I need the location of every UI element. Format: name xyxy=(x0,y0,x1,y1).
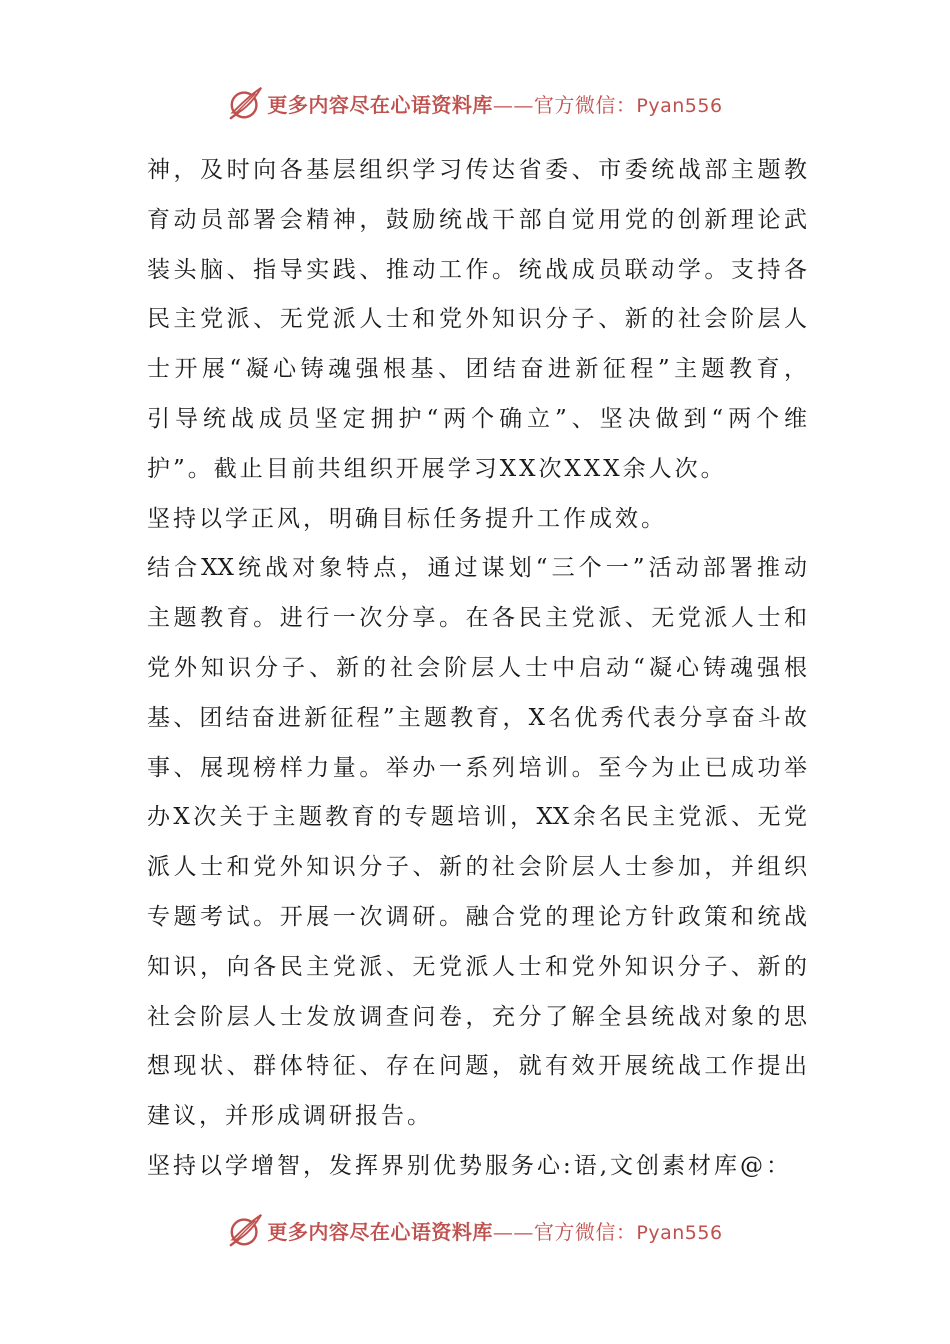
body-line: 士开展“凝心铸魂强根基、团结奋进新征程”主题教育， xyxy=(147,356,807,383)
footer-banner-text xyxy=(267,1216,722,1245)
body-line: 党外知识分子、新的社会阶层人士中启动“凝心铸魂强根 xyxy=(147,654,807,681)
header-wechat-handle: Pyan556 xyxy=(636,94,723,117)
footer-banner xyxy=(0,1210,950,1250)
header-banner-text xyxy=(267,89,722,118)
body-line: 育动员部署会精神，鼓励统战干部自觉用党的创新理论武 xyxy=(147,206,807,233)
header-brand: 更多内容尽在心语资料库 xyxy=(267,92,493,117)
body-line: 引导统战成员坚定拥护“两个确立”、坚决做到“两个维 xyxy=(147,405,807,432)
body-line: 基、团结奋进新征程”主题教育，X名优秀代表分享奋斗故 xyxy=(147,704,807,731)
body-line: 派人士和党外知识分子、新的社会阶层人士参加，并组织 xyxy=(147,854,807,881)
footer-wechat-label: 官方微信： xyxy=(533,1219,637,1244)
footer-brand: 更多内容尽在心语资料库 xyxy=(267,1219,493,1244)
header-separator: —— xyxy=(492,92,534,117)
body-line: 事、展现榜样力量。举办一系列培训。至今为止已成功举 xyxy=(147,754,807,781)
body-line: 知识，向各民主党派、无党派人士和党外知识分子、新的 xyxy=(147,953,807,980)
document-body xyxy=(147,146,807,1192)
body-line: 结合XX统战对象特点，通过谋划“三个一”活动部署推动 xyxy=(147,555,807,582)
header-wechat-label: 官方微信： xyxy=(533,92,637,117)
body-line: 建议，并形成调研报告。 xyxy=(147,1103,433,1130)
body-line: 神，及时向各基层组织学习传达省委、市委统战部主题教 xyxy=(147,157,807,183)
body-line: 民主党派、无党派人士和党外知识分子、新的社会阶层人 xyxy=(147,306,807,333)
footer-wechat-handle: Pyan556 xyxy=(636,1221,723,1244)
section-heading: 坚持以学增智，发挥界别优势服务心:语,文创素材库@： xyxy=(147,1152,793,1179)
body-line: 主题教育。进行一次分享。在各民主党派、无党派人士和 xyxy=(147,605,807,632)
body-line: 专题考试。开展一次调研。融合党的理论方针政策和统战 xyxy=(147,903,807,930)
quill-pen-logo-icon xyxy=(227,84,265,122)
body-line: 社会阶层人士发放调查问卷，充分了解全县统战对象的思 xyxy=(147,1003,807,1030)
body-line: 护”。截止目前共组织开展学习XX次XXX余人次。 xyxy=(147,455,727,482)
quill-pen-logo-icon xyxy=(227,1211,265,1249)
footer-separator: —— xyxy=(492,1219,534,1244)
body-line: 想现状、群体特征、存在问题，就有效开展统战工作提出 xyxy=(147,1053,807,1080)
body-line: 办X次关于主题教育的专题培训，XX余名民主党派、无党 xyxy=(147,804,807,831)
body-line: 装头脑、指导实践、推动工作。统战成员联动学。支持各 xyxy=(147,256,807,283)
header-banner xyxy=(0,83,950,123)
section-heading: 坚持以学正风，明确目标任务提升工作成效。 xyxy=(147,505,667,532)
